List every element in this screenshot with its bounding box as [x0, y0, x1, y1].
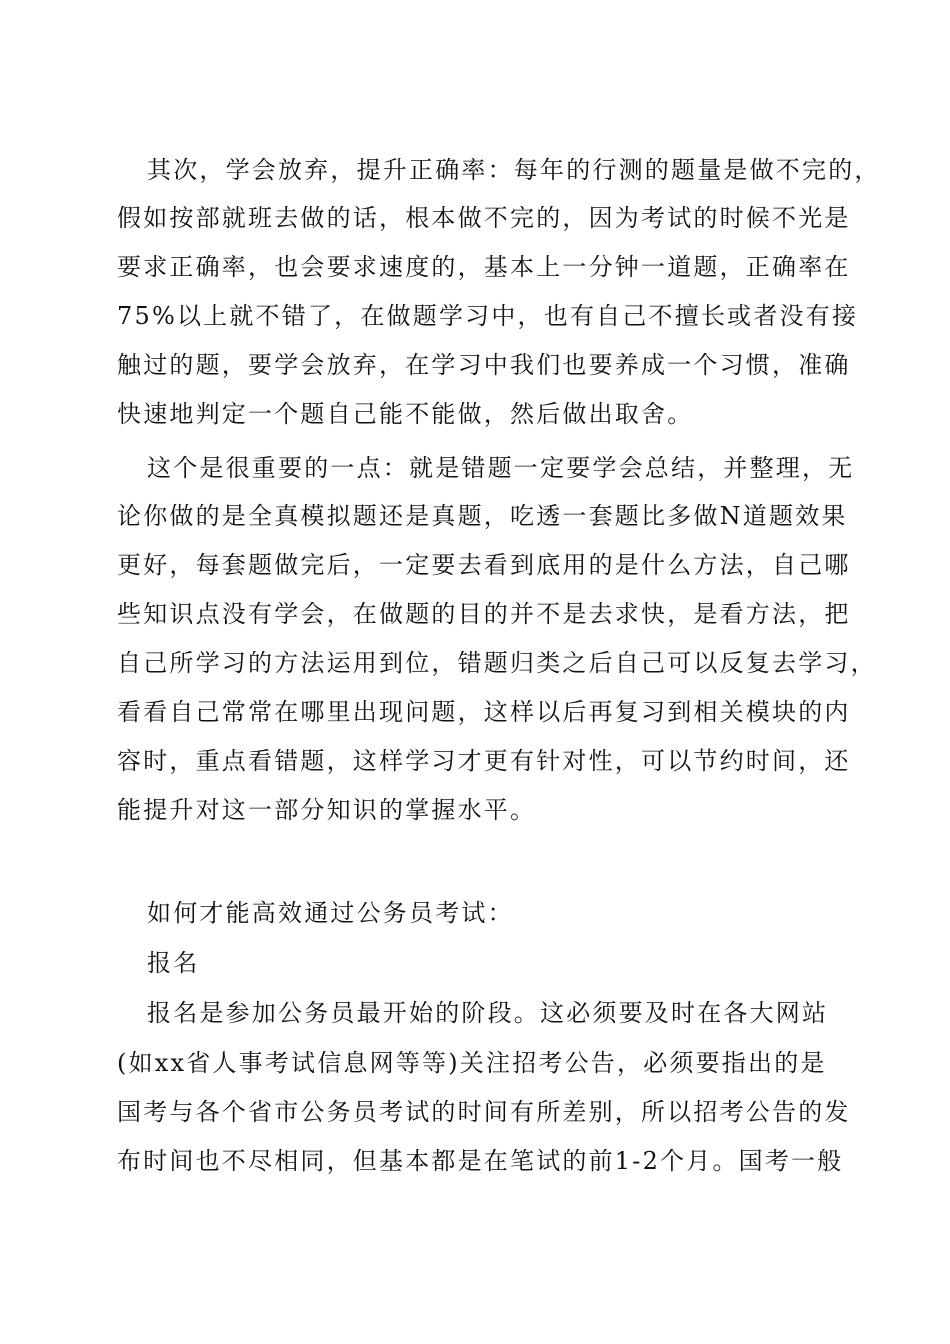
paragraph-line: 触过的题，要学会放弃，在学习中我们也要养成一个习惯，准确	[117, 351, 851, 379]
paragraph-line: 这个是很重要的一点：就是错题一定要学会总结，并整理，无	[147, 454, 855, 482]
paragraph-line: 要求正确率，也会要求速度的，基本上一分钟一道题，正确率在	[117, 253, 851, 281]
paragraph-line: 能提升对这一部分知识的掌握水平。	[117, 796, 537, 824]
paragraph-line: 报名是参加公务员最开始的阶段。这必须要及时在各大网站	[147, 999, 829, 1027]
paragraph-line: 其次，学会放弃，提升正确率：每年的行测的题量是做不完的，	[147, 156, 881, 184]
paragraph-line: 看看自己常常在哪里出现问题，这样以后再复习到相关模块的内	[117, 698, 851, 726]
paragraph-line: 75%以上就不错了，在做题学习中，也有自己不擅长或者没有接	[117, 302, 859, 330]
section-subheading: 报名	[147, 949, 200, 977]
paragraph-line: 更好，每套题做完后，一定要去看到底用的是什么方法，自己哪	[117, 551, 851, 579]
paragraph-line: 国考与各个省市公务员考试的时间有所差别，所以招考公告的发	[117, 1098, 851, 1126]
paragraph-line: 容时，重点看错题，这样学习才更有针对性，可以节约时间，还	[117, 747, 851, 775]
paragraph-line: (如xx省人事考试信息网等等)关注招考公告，必须要指出的是	[117, 1049, 827, 1077]
paragraph-line: 假如按部就班去做的话，根本做不完的，因为考试的时候不光是	[117, 204, 851, 232]
section-heading: 如何才能高效通过公务员考试：	[147, 899, 514, 927]
paragraph-line: 些知识点没有学会，在做题的目的并不是去求快，是看方法，把	[117, 600, 851, 628]
paragraph-line: 自己所学习的方法运用到位，错题归类之后自己可以反复去学习，	[117, 649, 877, 677]
paragraph-line: 布时间也不尽相同，但基本都是在笔试的前1-2个月。国考一般	[117, 1147, 844, 1175]
paragraph-line: 论你做的是全真模拟题还是真题，吃透一套题比多做N道题效果	[117, 502, 848, 530]
paragraph-line: 快速地判定一个题自己能不能做，然后做出取舍。	[117, 400, 694, 428]
